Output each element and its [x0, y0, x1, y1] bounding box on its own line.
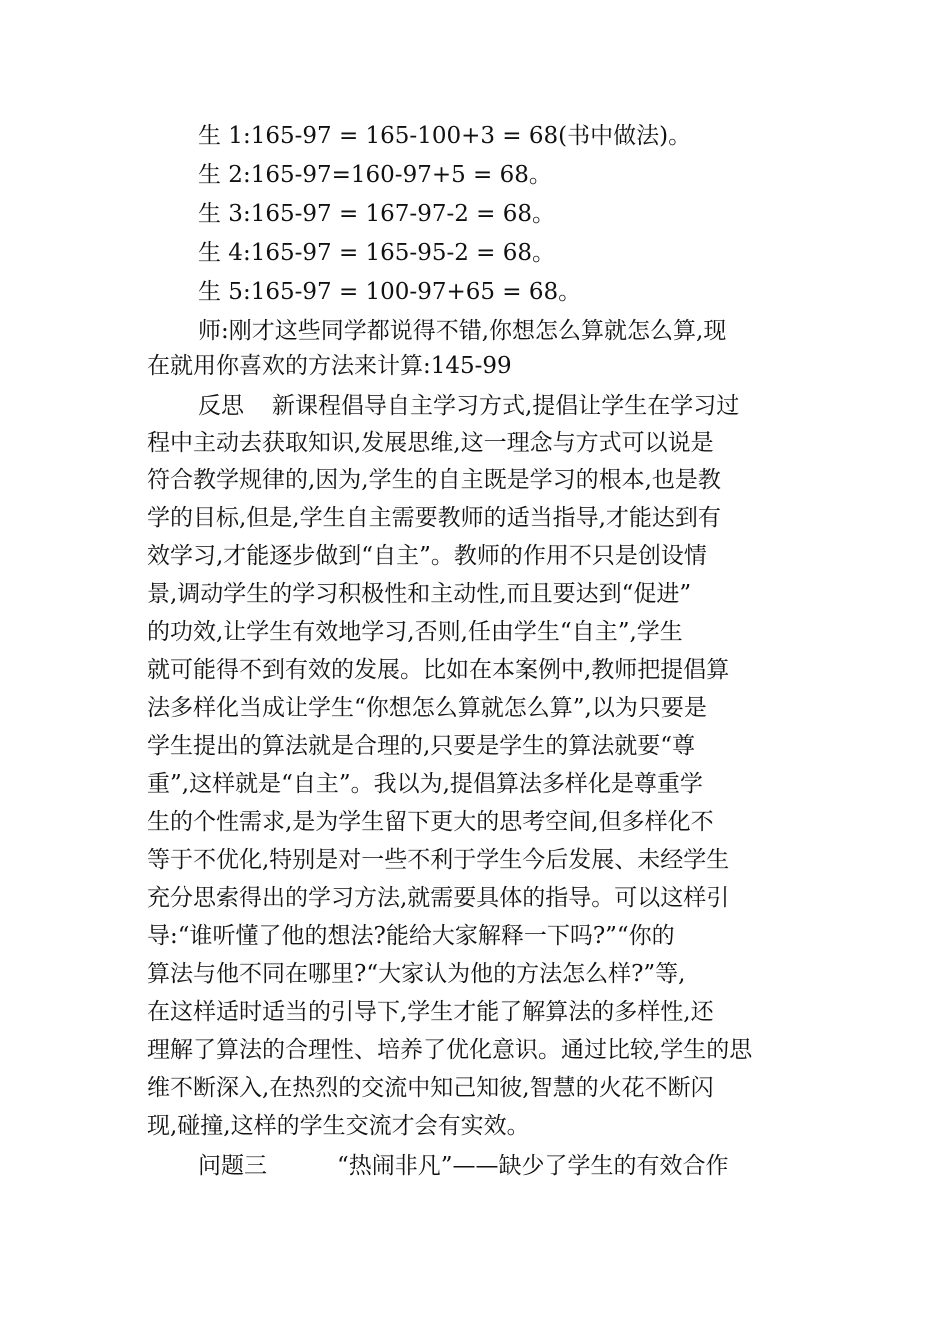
student-example-4: 生 4:165-97 = 165-95-2 = 68。: [198, 240, 556, 266]
reflection-line: 算法与他不同在哪里?“大家认为他的方法怎么样?”等,: [147, 961, 686, 987]
reflection-line: 学的目标,但是,学生自主需要教师的适当指导,才能达到有: [147, 505, 721, 531]
reflection-line: 等于不优化,特别是对一些不利于学生今后发展、未经学生: [147, 847, 730, 873]
teacher-line-1: 师:刚才这些同学都说得不错,你想怎么算就怎么算,现: [198, 318, 727, 344]
reflection-line: 维不断深入,在热烈的交流中知己知彼,智慧的火花不断闪: [147, 1075, 714, 1101]
student-example-2: 生 2:165-97=160-97+5 = 68。: [198, 162, 552, 188]
heading-title: “热闹非凡”——缺少了学生的有效合作: [337, 1153, 729, 1179]
reflection-line: 导:“谁听懂了他的想法?能给大家解释一下吗?”“你的: [147, 923, 675, 949]
reflection-line: 符合教学规律的,因为,学生的自主既是学习的根本,也是教: [147, 467, 721, 493]
student-example-5: 生 5:165-97 = 100-97+65 = 68。: [198, 279, 582, 305]
reflection-line: 学生提出的算法就是合理的,只要是学生的算法就要“尊: [147, 733, 696, 759]
reflection-line: 就可能得不到有效的发展。比如在本案例中,教师把提倡算: [147, 657, 730, 683]
reflection-line: 理解了算法的合理性、培养了优化意识。通过比较,学生的思: [147, 1037, 753, 1063]
reflection-line: 法多样化当成让学生“你想怎么算就怎么算”,以为只要是: [147, 695, 707, 721]
reflection-text: 新课程倡导自主学习方式,提倡让学生在学习过: [272, 393, 740, 419]
reflection-first-line: [0, 390, 950, 423]
reflection-line: 充分思索得出的学习方法,就需要具体的指导。可以这样引: [147, 885, 730, 911]
section-heading: [0, 1150, 950, 1183]
reflection-line: 的功效,让学生有效地学习,否则,任由学生“自主”,学生: [147, 619, 683, 645]
student-example-3: 生 3:165-97 = 167-97-2 = 68。: [198, 201, 556, 227]
heading-label: 问题三: [198, 1153, 267, 1179]
reflection-line: 程中主动去获取知识,发展思维,这一理念与方式可以说是: [147, 430, 714, 456]
student-example-1: 生 1:165-97 = 165-100+3 = 68(书中做法)。: [198, 123, 692, 149]
reflection-label: 反思: [198, 393, 244, 419]
reflection-line: 重”,这样就是“自主”。我以为,提倡算法多样化是尊重学: [147, 771, 703, 797]
reflection-line: 效学习,才能逐步做到“自主”。教师的作用不只是创设情: [147, 543, 707, 569]
reflection-line: 现,碰撞,这样的学生交流才会有实效。: [147, 1113, 530, 1139]
reflection-line: 景,调动学生的学习积极性和主动性,而且要达到“促进”: [147, 581, 692, 607]
reflection-line: 在这样适时适当的引导下,学生才能了解算法的多样性,还: [147, 999, 714, 1025]
reflection-line: 生的个性需求,是为学生留下更大的思考空间,但多样化不: [147, 809, 714, 835]
teacher-line-2: 在就用你喜欢的方法来计算:145-99: [147, 353, 512, 379]
